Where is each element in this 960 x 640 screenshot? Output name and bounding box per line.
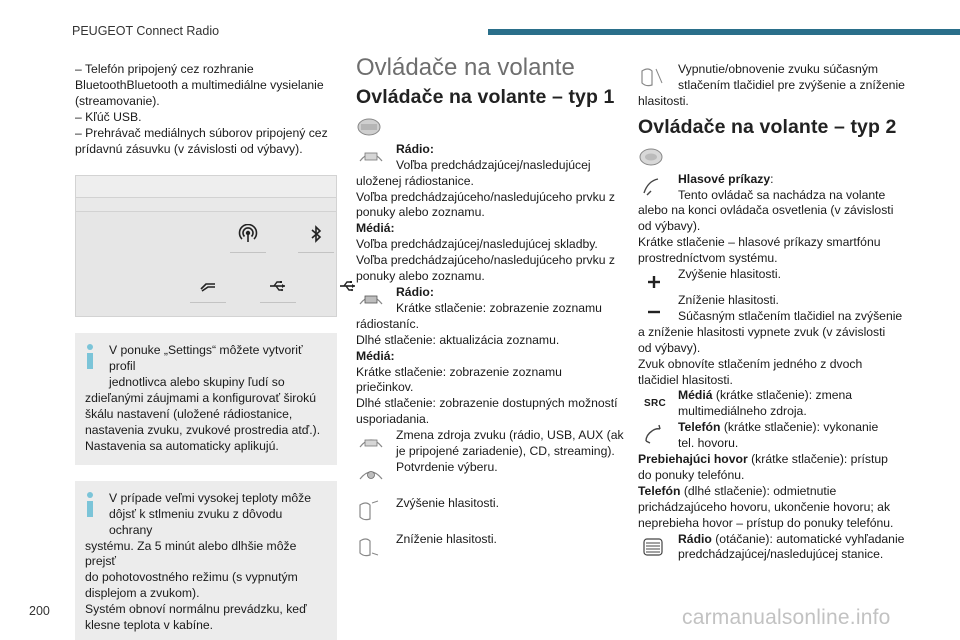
item-line: a zníženie hlasitosti vypnete zvuk (v závislosti xyxy=(638,324,886,339)
control-item-confirm xyxy=(356,460,628,476)
note-line: jednotlivca alebo skupiny ľudí so xyxy=(109,375,285,390)
item-line: Dlhé stlačenie: zobrazenie dostupných možností xyxy=(356,396,618,411)
item-line: od výbavy). xyxy=(638,219,701,234)
item-line: Krátke stlačenie: zobrazenie zoznamu xyxy=(356,364,562,379)
mute-control-icon xyxy=(638,63,668,89)
item-line: Voľba predchádzajúcej/nasledujúcej skladby. xyxy=(356,237,598,252)
volume-up-control-icon xyxy=(356,497,386,523)
item-line: (krátke stlačenie): zmena xyxy=(712,388,853,403)
item-line: neprebieha hovor – prístup do ponuky telefónu. xyxy=(638,515,894,530)
item-line: (dlhé stlačenie): odmietnutie xyxy=(680,483,837,498)
note-line: nastavenia zvuku, zvukové prostredia atď.). xyxy=(85,422,321,437)
figure-strip xyxy=(76,176,336,198)
control-item-src xyxy=(638,388,908,420)
note-line: Systém obnoví normálnu prevádzku, keď xyxy=(85,602,307,617)
control-item-plus xyxy=(638,267,908,283)
list-line: (streamovanie). xyxy=(75,93,160,108)
column-middle xyxy=(356,54,628,548)
figure-underline xyxy=(230,252,266,253)
note-line: systému. Za 5 minút alebo dlhšie môže prejsť xyxy=(85,538,297,569)
item-line: tel. hovoru. xyxy=(678,436,739,451)
item-line: predchádzajúcej/nasledujúcej stanice. xyxy=(678,547,884,562)
item-line: Voľba predchádzajúceho/nasledujúceho prvku z xyxy=(356,253,615,268)
item-line: (krátke stlačenie): vykonanie xyxy=(720,420,879,435)
item-line: Voľba predchádzajúceho/nasledujúceho prvku z xyxy=(356,189,615,204)
note-line: Nastavenia sa automaticky aplikujú. xyxy=(85,438,279,453)
list-line: prídavnú zásuvku (v závislosti od výbavy). xyxy=(75,141,303,156)
item-line: Krátke stlačenie – hlasové príkazy smartfónu xyxy=(638,235,881,250)
info-icon xyxy=(86,344,95,372)
control-item-volume-up xyxy=(356,496,628,512)
item-line: prostredníctvom systému. xyxy=(638,251,778,266)
item-line: prichádzajúceho hovoru, ukončenie hovoru; ak xyxy=(638,499,891,514)
item-line: priečinkov. xyxy=(356,380,414,395)
item-line: Zvýšenie hlasitosti. xyxy=(396,495,499,510)
column-left xyxy=(75,62,337,640)
item-line: rádiostaníc. xyxy=(356,316,420,331)
control-item-mute xyxy=(638,62,908,110)
figure-underline xyxy=(190,302,226,303)
item-line: Zvýšenie hlasitosti. xyxy=(678,267,781,282)
header-accent-bar xyxy=(488,29,960,35)
control-item-radio-wheel xyxy=(638,532,908,564)
voice-command-icon xyxy=(638,173,668,199)
section-title: Ovládače na volante xyxy=(356,54,575,81)
note-line: klesne teplota v kabíne. xyxy=(85,618,214,633)
list-line: – Kľúč USB. xyxy=(75,109,142,124)
item-line: od výbavy). xyxy=(638,340,701,355)
subsection-title: Ovládače na volante – typ 1 xyxy=(356,85,615,108)
list-line: BluetoothBluetooth a multimediálne vysielanie xyxy=(75,77,324,92)
item-line: Voľba predchádzajúcej/nasledujúcej xyxy=(396,157,591,172)
item-label: Rádio: xyxy=(396,284,434,299)
item-label: Médiá: xyxy=(356,221,395,236)
page-number: 200 xyxy=(29,604,50,618)
item-line: ponuky alebo zoznamu. xyxy=(356,205,485,220)
item-line: je pripojené zariadenie), CD, streaming). xyxy=(396,444,615,459)
item-line: Súčasným stlačením tlačidiel na zvýšenie xyxy=(678,308,903,323)
note-line: V prípade veľmi vysokej teploty môže xyxy=(109,490,312,505)
item-label: Médiá xyxy=(678,388,713,403)
steering-wheel-type1-icon xyxy=(356,116,382,138)
note-line: dôjsť k stlmeniu zvuku z dôvodu ochrany xyxy=(109,506,283,537)
item-line: (krátke stlačenie): prístup xyxy=(747,452,888,467)
thumbwheel-icon xyxy=(638,533,668,559)
item-line: Krátke stlačenie: zobrazenie zoznamu xyxy=(396,300,602,315)
phone-icon xyxy=(638,421,668,447)
page-header xyxy=(0,0,960,46)
item-line: Zvuk obnovíte stlačením jedného z dvoch xyxy=(638,356,863,371)
control-item-volume-down xyxy=(356,532,628,548)
control-item-source xyxy=(356,428,628,460)
source-icons-figure xyxy=(75,175,337,317)
aux-jack-icon xyxy=(188,270,228,302)
control-item-radio-list xyxy=(356,285,628,428)
item-line: alebo na konci ovládača osvetlenia (v závislosti xyxy=(638,203,894,218)
control-item-radio-select xyxy=(356,142,628,285)
watermark: carmanualsonline.info xyxy=(682,606,891,629)
item-label: Médiá: xyxy=(356,348,395,363)
item-label: Telefón xyxy=(678,420,721,435)
control-item-voice-commands xyxy=(638,172,908,267)
volume-down-control-icon xyxy=(356,533,386,559)
info-icon xyxy=(86,492,95,520)
control-item-minus xyxy=(638,293,908,388)
item-line: Tento ovládač sa nachádza na volante xyxy=(678,187,886,202)
item-line: uloženej rádiostanice. xyxy=(356,173,474,188)
steering-control-icon xyxy=(356,461,386,487)
item-label: Prebiehajúci hovor xyxy=(638,452,748,467)
figure-underline xyxy=(260,302,296,303)
item-line: Potvrdenie výberu. xyxy=(396,459,498,474)
subsection-title: Ovládače na volante – typ 2 xyxy=(638,115,897,138)
note-line: displejom a zvukom). xyxy=(85,586,200,601)
list-line: – Prehrávač mediálnych súborov pripojený cez xyxy=(75,125,328,140)
note-line: do pohotovostného režimu (s vypnutým xyxy=(85,570,298,585)
usb-icon xyxy=(258,270,298,302)
steering-control-icon xyxy=(356,143,386,169)
info-note-profiles xyxy=(75,333,337,464)
note-line: zdieľanými záujmami a konfigurovať širokú xyxy=(85,391,316,406)
note-line: škálu nastavení (uložené rádiostanice, xyxy=(85,407,293,422)
item-line: ponuky alebo zoznamu. xyxy=(356,269,485,284)
bluetooth-icon xyxy=(296,218,336,250)
item-line: Zmena zdroja zvuku (rádio, USB, AUX (ak xyxy=(396,428,624,443)
steering-wheel-type2-icon xyxy=(638,146,664,168)
item-label: Telefón xyxy=(638,483,681,498)
item-line: usporiadania. xyxy=(356,412,430,427)
item-line: Zníženie hlasitosti. xyxy=(678,292,779,307)
src-icon xyxy=(638,389,668,415)
item-label: Rádio: xyxy=(396,141,434,156)
control-item-phone xyxy=(638,420,908,452)
minus-icon xyxy=(638,294,668,320)
item-line: tlačidiel hlasitosti. xyxy=(638,372,733,387)
item-label: Hlasové príkazy xyxy=(678,171,771,186)
item-line: hlasitosti. xyxy=(638,93,689,108)
item-line: Dlhé stlačenie: aktualizácia zoznamu. xyxy=(356,332,560,347)
item-line: multimediálneho zdroja. xyxy=(678,404,807,419)
item-line: Zníženie hlasitosti. xyxy=(396,531,497,546)
figure-strip xyxy=(76,198,336,212)
note-line: V ponuke „Settings“ môžete vytvoriť profil xyxy=(109,343,303,374)
figure-underline xyxy=(298,252,334,253)
item-line: do ponuky telefónu. xyxy=(638,467,745,482)
item-line: (otáčanie): automatické vyhľadanie xyxy=(711,531,905,546)
plus-icon xyxy=(638,268,668,294)
item-line: Vypnutie/obnovenie zvuku súčasným xyxy=(678,62,879,76)
list-line: – Telefón pripojený cez rozhranie xyxy=(75,62,254,76)
steering-control-icon xyxy=(356,429,386,455)
column-right xyxy=(638,62,908,563)
header-title: PEUGEOT Connect Radio xyxy=(72,24,220,38)
item-line: stlačením tlačidiel pre zvýšenie a zníženie xyxy=(678,77,905,92)
src-icon-label: SRC xyxy=(644,398,667,410)
label-suffix: : xyxy=(770,171,774,186)
steering-control-icon xyxy=(356,286,386,312)
info-note-temperature xyxy=(75,481,337,640)
wifi-radio-icon xyxy=(228,218,268,250)
item-label: Rádio xyxy=(678,531,712,546)
